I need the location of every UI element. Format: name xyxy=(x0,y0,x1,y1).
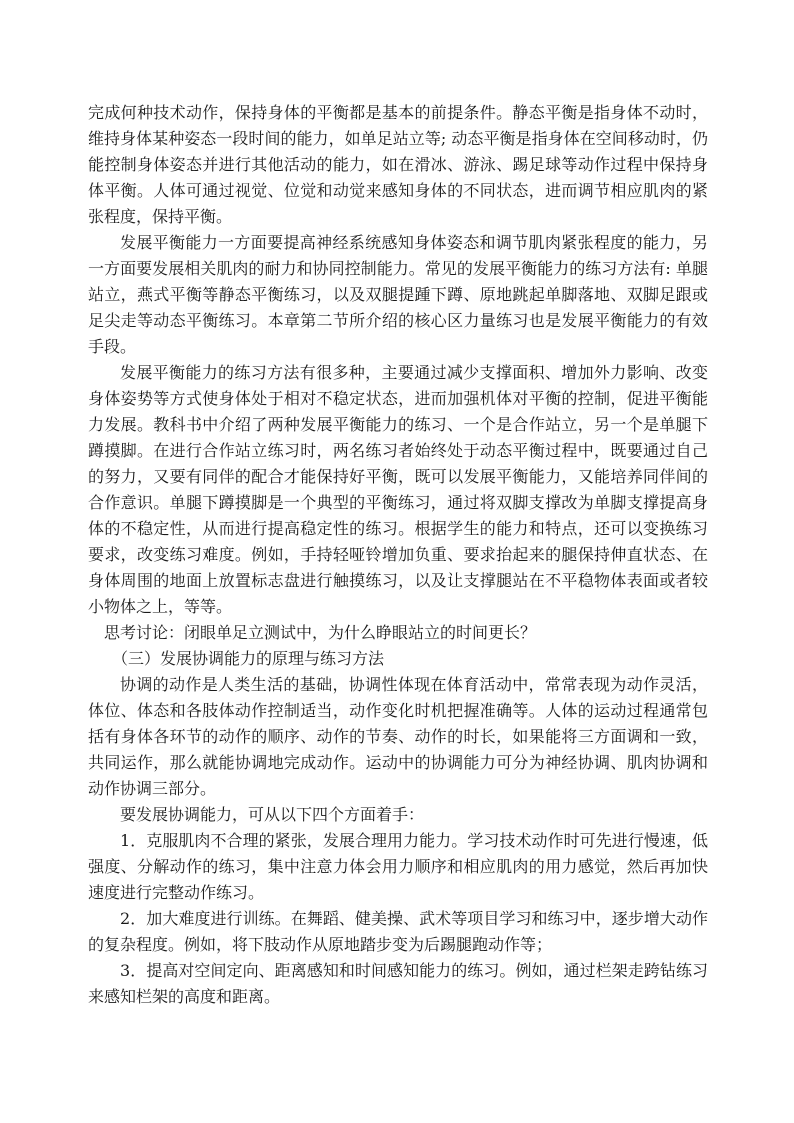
paragraph-balance-development: 发展平衡能力一方面要提高神经系统感知身体姿态和调节肌肉紧张程度的能力，另一方面要发展相关肌肉的耐力和协同控制能力。常见的发展平衡能力的练习方法有: 单腿站立，燕式平衡等静态平衡练习，以及双腿提踵下蹲、原地跳起单脚落地、双脚足跟或足尖走等动态平衡练习。本章第二节所介绍的核心区力量练习也是发展平衡能力的有效手段。 xyxy=(88,233,708,356)
list-item-3: 3．提高对空间定向、距离感知和时间感知能力的练习。例如，通过栏架走跨钻练习来感知栏架的高度和距离。 xyxy=(88,961,708,1006)
discussion-question: 思考讨论：闭眼单足立测试中，为什么睁眼站立的时间更长？ xyxy=(104,623,537,642)
paragraph-coordination-intro: 要发展协调能力，可从以下四个方面着手： xyxy=(120,805,425,824)
section-heading-coordination: （三）发展协调能力的原理与练习方法 xyxy=(112,649,385,668)
list-item-2: 2．加大难度进行训练。在舞蹈、健美操、武术等项目学习和练习中，逐步增大动作的复杂程度。例如，将下肢动作从原地踏步变为后踢腿跑动作等； xyxy=(88,909,708,954)
paragraph-balance-definition: 完成何种技术动作，保持身体的平衡都是基本的前提条件。静态平衡是指身体不动时，维持身体某种姿态一段时间的能力，如单足站立等; 动态平衡是指身体在空间移动时，仍能控制身体姿态并进行其他活动的能力，如在滑冰、游泳、踢足球等动作过程中保持身体平衡。人体可通过视觉、位觉和动觉来感知身体的不同状态，进而调节相应肌肉的紧张程度，保持平衡。 xyxy=(88,103,708,226)
list-item-1: 1．克服肌肉不合理的紧张，发展合理用力能力。学习技术动作时可先进行慢速，低强度、分解动作的练习，集中注意力体会用力顺序和相应肌肉的用力感觉，然后再加快速度进行完整动作练习。 xyxy=(88,831,708,902)
paragraph-balance-methods: 发展平衡能力的练习方法有很多种，主要通过减少支撑面积、增加外力影响、改变身体姿势等方式使身体处于相对不稳定状态，进而加强机体对平衡的控制，促进平衡能力发展。教科书中介绍了两种发展平衡能力的练习、一个是合作站立，另一个是单腿下蹲摸脚。在进行合作站立练习时，两名练习者始终处于动态平衡过程中，既要通过自己的努力，又要有同伴的配合才能保持好平衡，既可以发展平衡能力，又能培养同伴间的合作意识。单腿下蹲摸脚是一个典型的平衡练习，通过将双脚支撑改为单脚支撑提高身体的不稳定性，从而进行提高稳定性的练习。根据学生的能力和特点，还可以变换练习要求，改变练习难度。例如，手持轻哑铃增加负重、要求抬起来的腿保持伸直状态、在身体周围的地面上放置标志盘进行触摸练习，以及让支撑腿站在不平稳物体表面或者较小物体之上，等等。 xyxy=(88,363,708,616)
document-page xyxy=(88,100,708,1010)
paragraph-coordination-definition: 协调的动作是人类生活的基础，协调性体现在体育活动中，常常表现为动作灵活，体位、体态和各肢体动作控制适当，动作变化时机把握准确等。人体的运动过程通常包括有身体各环节的动作的顺序、动作的节奏、动作的时长，如果能将三方面调和一致，共同运作，那么就能协调地完成动作。运动中的协调能力可分为神经协调、肌肉协调和动作协调三部分。 xyxy=(88,675,708,798)
